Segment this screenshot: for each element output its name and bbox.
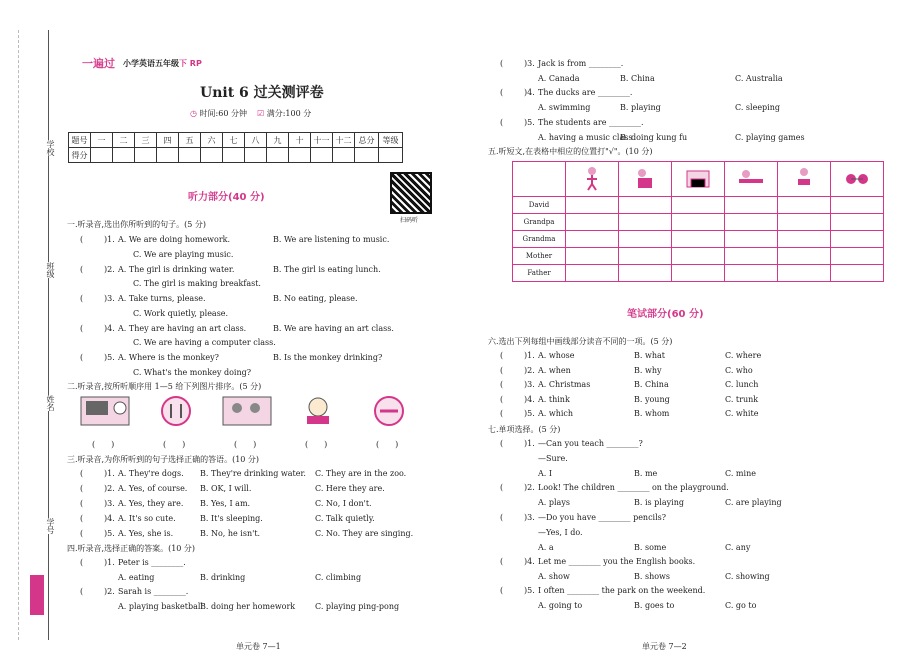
check-cell[interactable]	[619, 265, 672, 282]
item-question: Jack is from ________.	[538, 59, 624, 68]
check-cell[interactable]	[725, 265, 778, 282]
check-cell[interactable]	[619, 248, 672, 265]
option-c[interactable]: C. where	[725, 351, 762, 360]
answer-blank[interactable]: (	[80, 469, 84, 478]
item-number: )3.	[524, 513, 535, 522]
side-brand-block	[30, 575, 44, 615]
option-b[interactable]: B. OK, I will.	[200, 484, 252, 493]
check-cell[interactable]	[619, 231, 672, 248]
checkmark-table	[512, 161, 884, 282]
activity-icon-3	[683, 165, 713, 191]
option-c[interactable]: C. Work quietly, please.	[133, 308, 229, 318]
check-cell[interactable]	[566, 248, 619, 265]
answer-blank[interactable]: (	[500, 351, 504, 360]
full-score-info: ☑ 满分:100 分	[257, 109, 312, 118]
brand-logo: 一遍过	[82, 57, 115, 70]
option-a[interactable]: A. They're dogs.	[118, 469, 184, 478]
option-a[interactable]: A. a	[538, 543, 554, 552]
score-input-cell[interactable]	[311, 148, 333, 163]
s2-blank-4[interactable]: ( )	[305, 440, 328, 449]
answer-blank[interactable]: (	[500, 439, 504, 448]
option-c[interactable]: C. are playing	[725, 498, 782, 507]
score-header-cell: 五	[179, 133, 201, 148]
option-b[interactable]: B. They're drinking water.	[200, 469, 306, 478]
score-input-cell[interactable]	[135, 148, 157, 163]
score-header-cell: 十	[289, 133, 311, 148]
row-label-david: David	[513, 197, 566, 214]
score-header-cell: 九	[267, 133, 289, 148]
answer-blank[interactable]: (	[500, 88, 504, 97]
option-c[interactable]: C. No, I don't.	[315, 499, 372, 508]
score-input-cell[interactable]	[245, 148, 267, 163]
score-header-cell: 四	[157, 133, 179, 148]
check-cell[interactable]	[619, 214, 672, 231]
answer-blank[interactable]: (	[500, 586, 504, 595]
check-cell[interactable]	[672, 197, 725, 214]
class-label: 班级	[40, 262, 56, 278]
listening-section-title: 听力部分(40 分)	[188, 192, 265, 203]
item-number: )4.	[104, 323, 115, 333]
item-number: )2.	[104, 484, 115, 493]
check-cell[interactable]	[672, 248, 725, 265]
check-cell[interactable]	[831, 231, 884, 248]
option-b[interactable]: B. China	[634, 380, 669, 389]
score-header-cell: 总分	[355, 133, 379, 148]
item-question: I often ________ the park on the weekend.	[538, 586, 706, 595]
option-b[interactable]: B. some	[634, 543, 667, 552]
option-a[interactable]: A. eating	[118, 573, 155, 582]
option-a[interactable]: A. Yes, they are.	[118, 499, 184, 508]
option-b[interactable]: B. doing kung fu	[620, 133, 688, 142]
option-c[interactable]: C. mine	[725, 469, 756, 478]
option-b[interactable]: B. me	[634, 469, 658, 478]
option-c[interactable]: C. Here they are.	[315, 484, 385, 493]
check-cell[interactable]	[566, 231, 619, 248]
option-b[interactable]: B. is playing	[634, 498, 684, 507]
option-c[interactable]: C. any	[725, 543, 751, 552]
item-number: )3.	[524, 59, 535, 68]
row-label-mother: Mother	[513, 248, 566, 265]
option-a[interactable]: A. Canada	[538, 74, 580, 83]
option-a[interactable]: A. having a music class	[538, 133, 633, 142]
picture-classroom	[80, 396, 130, 426]
check-cell[interactable]	[831, 248, 884, 265]
option-b[interactable]: B. why	[634, 365, 662, 375]
option-b[interactable]: B. drinking	[200, 573, 246, 582]
s2-title: 二.听录音,按所听顺序用 1—5 给下列图片排序。(5 分)	[67, 382, 262, 391]
s7-title: 七.单项选择。(5 分)	[488, 425, 561, 434]
activity-icon-4	[736, 165, 766, 191]
school-label: 学校	[40, 140, 56, 156]
answer-blank[interactable]: (	[80, 235, 84, 244]
row-label-father: Father	[513, 265, 566, 282]
item-question: The ducks are ________.	[538, 88, 633, 97]
score-input-cell[interactable]	[157, 148, 179, 163]
time-info: ◷ 时间:60 分钟	[190, 109, 247, 118]
check-cell[interactable]	[831, 265, 884, 282]
answer-blank[interactable]: (	[80, 529, 84, 538]
option-a[interactable]: A. The girl is drinking water.	[118, 264, 235, 274]
option-b[interactable]: B. goes to	[634, 601, 675, 610]
option-b[interactable]: B. The girl is eating lunch.	[273, 264, 381, 274]
check-cell[interactable]	[778, 231, 831, 248]
row-label-grandma: Grandma	[513, 231, 566, 248]
option-c[interactable]: C. playing games	[735, 133, 805, 142]
option-c[interactable]: C. No. They are singing.	[315, 529, 414, 538]
score-input-cell[interactable]	[333, 148, 355, 163]
option-b[interactable]: B. We are having an art class.	[273, 323, 394, 333]
check-cell[interactable]	[725, 214, 778, 231]
option-a[interactable]: A. I	[538, 469, 553, 478]
option-c[interactable]: C. Australia	[735, 74, 783, 83]
answer-blank[interactable]: (	[500, 59, 504, 68]
series-name: 小学英语五年级下 RP	[123, 59, 202, 68]
check-cell[interactable]	[725, 248, 778, 265]
check-cell[interactable]	[831, 197, 884, 214]
option-b[interactable]: B. Yes, I am.	[200, 499, 251, 508]
s6-title: 六.选出下列每组中画线部分读音不同的一项。(5 分)	[488, 337, 673, 346]
answer-blank[interactable]: (	[500, 365, 504, 375]
writing-section-title: 笔试部分(60 分)	[627, 309, 704, 320]
check-cell[interactable]	[672, 265, 725, 282]
score-header-cell: 题号	[69, 133, 91, 148]
option-c[interactable]: C. climbing	[315, 573, 362, 582]
option-a[interactable]: A. which	[538, 409, 574, 418]
cut-line	[18, 30, 19, 640]
answer-blank[interactable]: (	[500, 394, 504, 404]
picture-no-talking-sign	[364, 396, 414, 426]
option-b[interactable]: B. It's sleeping.	[200, 514, 263, 523]
item-number: )3.	[104, 499, 115, 508]
answer-blank[interactable]: (	[80, 514, 84, 523]
item-number: )4.	[524, 557, 535, 566]
score-input-cell[interactable]	[201, 148, 223, 163]
binding-line	[48, 30, 49, 640]
check-cell[interactable]	[566, 197, 619, 214]
option-b[interactable]: B. We are listening to music.	[273, 235, 390, 244]
item-question: —Can you teach ________?	[538, 439, 643, 448]
item-number: )5.	[104, 529, 115, 538]
option-a[interactable]: A. going to	[538, 601, 583, 610]
s2-blank-5[interactable]: ( )	[376, 440, 399, 449]
answer-blank[interactable]: (	[80, 353, 84, 362]
footer-left: 单元卷 7—1	[236, 642, 281, 651]
option-c[interactable]: C. We are playing music.	[133, 249, 234, 259]
answer-blank[interactable]: (	[500, 409, 504, 418]
page-title: Unit 6 过关测评卷	[200, 85, 324, 101]
item-number: )1.	[524, 351, 535, 360]
activity-icon-5	[789, 165, 819, 191]
item-number: )1.	[524, 439, 535, 448]
option-c[interactable]: C. playing ping-pong	[315, 602, 400, 611]
answer-blank[interactable]: (	[80, 484, 84, 493]
item-question: Look! The children ________ on the playground.	[538, 483, 729, 492]
score-input-cell[interactable]	[179, 148, 201, 163]
check-cell[interactable]	[672, 214, 725, 231]
item-question: —Do you have ________ pencils?	[538, 513, 667, 522]
check-cell[interactable]	[566, 265, 619, 282]
option-a[interactable]: A. when	[538, 365, 571, 375]
option-b[interactable]: B. No, he isn't.	[200, 529, 261, 538]
score-header-cell: 三	[135, 133, 157, 148]
s3-title: 三.听录音,为你所听到的句子选择正确的答语。(10 分)	[67, 455, 260, 464]
option-c[interactable]: C. We are having a computer class.	[133, 338, 276, 347]
option-a[interactable]: A. Yes, she is.	[118, 529, 174, 538]
option-b[interactable]: B. shows	[634, 572, 670, 581]
answer-blank[interactable]: (	[500, 513, 504, 522]
answer-blank[interactable]: (	[80, 294, 84, 303]
item-number: )4.	[104, 514, 115, 523]
option-c[interactable]: C. What's the monkey doing?	[133, 367, 252, 377]
score-header-cell: 一	[91, 133, 113, 148]
option-b[interactable]: B. doing her homework	[200, 602, 296, 611]
picture-group-activity	[222, 396, 272, 426]
footer-right: 单元卷 7—2	[642, 642, 687, 651]
option-b[interactable]: B. young	[634, 394, 670, 404]
score-input-cell[interactable]	[267, 148, 289, 163]
check-cell[interactable]	[778, 214, 831, 231]
option-c[interactable]: C. go to	[725, 601, 757, 610]
score-input-cell[interactable]	[91, 148, 113, 163]
check-cell[interactable]	[725, 197, 778, 214]
option-a[interactable]: A. Christmas	[538, 380, 591, 389]
number-label: 学号	[40, 518, 56, 534]
activity-icon-6	[842, 165, 872, 191]
option-c[interactable]: C. sleeping	[735, 103, 781, 112]
check-cell[interactable]	[619, 197, 672, 214]
item-question-reply: —Sure.	[538, 454, 568, 463]
option-a[interactable]: A. We are doing homework.	[118, 235, 231, 244]
item-number: )5.	[524, 118, 535, 127]
option-b[interactable]: B. playing	[620, 103, 661, 112]
answer-blank[interactable]: (	[500, 483, 504, 492]
row-label-grandpa: Grandpa	[513, 214, 566, 231]
answer-blank[interactable]: (	[500, 380, 504, 389]
check-cell[interactable]	[672, 231, 725, 248]
option-a[interactable]: A. playing basketball	[118, 602, 204, 611]
option-a[interactable]: A. plays	[538, 498, 570, 507]
score-input-cell[interactable]	[113, 148, 135, 163]
item-question: Let me ________ you the English books.	[538, 557, 696, 566]
option-c[interactable]: C. They are in the zoo.	[315, 469, 407, 478]
answer-blank[interactable]: (	[80, 499, 84, 508]
option-c[interactable]: C. The girl is making breakfast.	[133, 279, 261, 288]
answer-blank[interactable]: (	[500, 557, 504, 566]
option-c[interactable]: C. showing	[725, 572, 770, 581]
option-a[interactable]: A. think	[538, 394, 570, 404]
item-question: Sarah is ________.	[118, 587, 189, 596]
qr-caption: 扫码听	[400, 217, 419, 224]
option-c[interactable]: C. who	[725, 365, 753, 375]
score-table	[68, 132, 403, 163]
option-a[interactable]: A. swimming	[538, 103, 591, 112]
item-number: )1.	[104, 558, 115, 567]
answer-blank[interactable]: (	[80, 323, 84, 333]
score-input-cell[interactable]	[289, 148, 311, 163]
item-number: )4.	[524, 88, 535, 97]
option-a[interactable]: A. They are having an art class.	[118, 323, 247, 333]
name-label: 姓名	[40, 395, 56, 411]
check-cell[interactable]	[566, 214, 619, 231]
check-cell[interactable]	[778, 248, 831, 265]
option-a[interactable]: A. show	[538, 572, 570, 581]
answer-blank[interactable]: (	[80, 264, 84, 274]
option-b[interactable]: B. what	[634, 351, 665, 360]
option-a[interactable]: A. Where is the monkey?	[118, 353, 219, 362]
check-cell[interactable]	[831, 214, 884, 231]
item-number: )5.	[524, 586, 535, 595]
option-c[interactable]: C. white	[725, 409, 759, 418]
activity-icon-2	[630, 165, 660, 191]
item-number: )1.	[104, 469, 115, 478]
item-number: )1.	[104, 235, 115, 244]
qr-code	[390, 172, 432, 214]
item-number: )5.	[104, 353, 115, 362]
score-header-cell: 十二	[333, 133, 355, 148]
answer-blank[interactable]: (	[500, 118, 504, 127]
option-a[interactable]: A. It's so cute.	[118, 514, 176, 523]
score-header-cell: 八	[245, 133, 267, 148]
score-header-cell: 十一	[311, 133, 333, 148]
item-number: )2.	[524, 365, 535, 375]
item-number: )3.	[524, 380, 535, 389]
score-input-cell[interactable]	[223, 148, 245, 163]
score-header-cell: 二	[113, 133, 135, 148]
score-header-cell: 六	[201, 133, 223, 148]
item-number: )3.	[104, 294, 115, 303]
answer-blank[interactable]: (	[80, 558, 84, 567]
item-number: )2.	[104, 264, 115, 274]
s1-title: 一.听录音,选出你所听到的句子。(5 分)	[67, 220, 206, 229]
s5-title: 五.听短文,在表格中相应的位置打"√"。(10 分)	[488, 147, 653, 156]
option-a[interactable]: A. whose	[538, 351, 575, 360]
s2-blank-3[interactable]: ( )	[234, 440, 257, 449]
option-b[interactable]: B. Is the monkey drinking?	[273, 353, 383, 362]
option-c[interactable]: C. Talk quietly.	[315, 514, 375, 523]
item-number: )5.	[524, 409, 535, 418]
option-b[interactable]: B. No eating, please.	[273, 294, 358, 303]
option-b[interactable]: B. whom	[634, 409, 670, 418]
score-row-label: 得分	[69, 148, 91, 163]
option-a[interactable]: A. Yes, of course.	[118, 484, 188, 493]
item-number: )2.	[104, 587, 115, 596]
item-number: )2.	[524, 483, 535, 492]
score-header-cell: 七	[223, 133, 245, 148]
score-input-cell[interactable]	[379, 148, 403, 163]
item-number: )4.	[524, 394, 535, 404]
item-question: Peter is ________.	[118, 558, 186, 567]
picture-take-turns-sign	[151, 396, 201, 426]
check-cell[interactable]	[778, 197, 831, 214]
item-question-reply: —Yes, I do.	[538, 528, 583, 537]
s4-title: 四.听录音,选择正确的答案。(10 分)	[67, 544, 196, 553]
option-a[interactable]: A. Take turns, please.	[118, 294, 206, 303]
score-header-cell: 等级	[379, 133, 403, 148]
option-c[interactable]: C. lunch	[725, 380, 759, 389]
s2-blank-2[interactable]: ( )	[163, 440, 186, 449]
score-input-cell[interactable]	[355, 148, 379, 163]
item-question: The students are ________.	[538, 118, 644, 127]
check-cell[interactable]	[778, 265, 831, 282]
picture-boy-reading	[293, 396, 343, 426]
activity-icon-1	[577, 165, 607, 191]
check-cell[interactable]	[725, 231, 778, 248]
option-c[interactable]: C. trunk	[725, 394, 759, 404]
s2-blank-1[interactable]: ( )	[92, 440, 115, 449]
option-b[interactable]: B. China	[620, 74, 655, 83]
answer-blank[interactable]: (	[80, 587, 84, 596]
